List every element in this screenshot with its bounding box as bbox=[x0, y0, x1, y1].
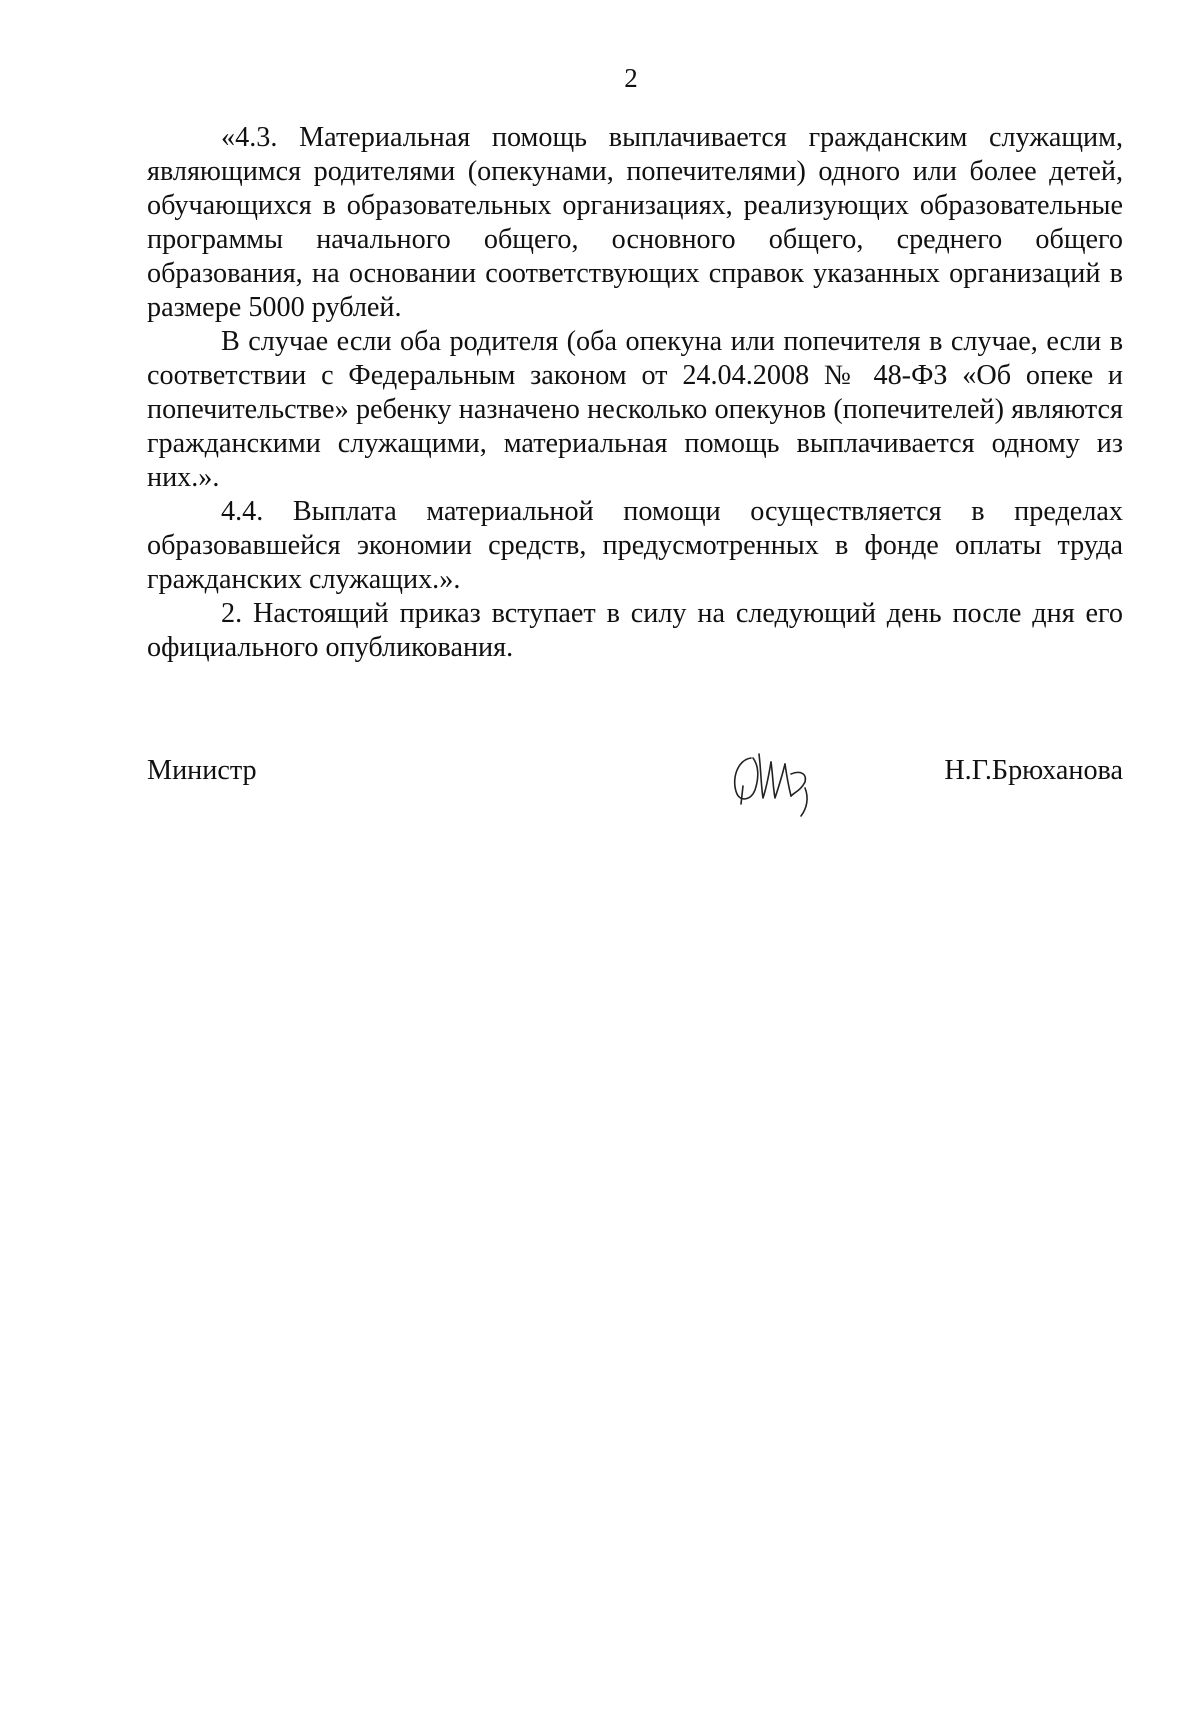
handwritten-signature bbox=[725, 740, 821, 820]
document-body bbox=[147, 121, 1123, 665]
paragraph-effective-date: 2. Настоящий приказ вступает в силу на следующий день после дня его официального опубликования. bbox=[147, 598, 1123, 663]
paragraph-4-3: «4.3. Материальная помощь выплачивается гражданским служащим, являющимся родителями (опекунами, попечителями) одного или более детей, обучающихся в образовательных организациях, реализующих образовательные программы начального общего, основного общего, среднего общего образования, на основании соответствующих справок указанных организаций в размере 5000 рублей. bbox=[147, 122, 1123, 323]
signatory-name: Н.Г.Брюханова bbox=[944, 755, 1123, 786]
paragraph-4-4: 4.4. Выплата материальной помощи осуществляется в пределах образовавшейся экономии средств, предусмотренных в фонде оплаты труда гражданских служащих.». bbox=[147, 496, 1123, 595]
paragraph-guardians: В случае если оба родителя (оба опекуна или попечителя в случае, если в соответствии с Федеральным законом от 24.04.2008 № 48-ФЗ «Об опеке и попечительстве» ребенку назначено несколько опекунов (попечителей) являются гражданскими служащими, материальная помощь выплачивается одному из них.». bbox=[147, 326, 1123, 493]
page-number: 2 bbox=[624, 63, 638, 93]
signature-block bbox=[147, 754, 1123, 834]
signatory-title: Министр bbox=[147, 755, 257, 786]
